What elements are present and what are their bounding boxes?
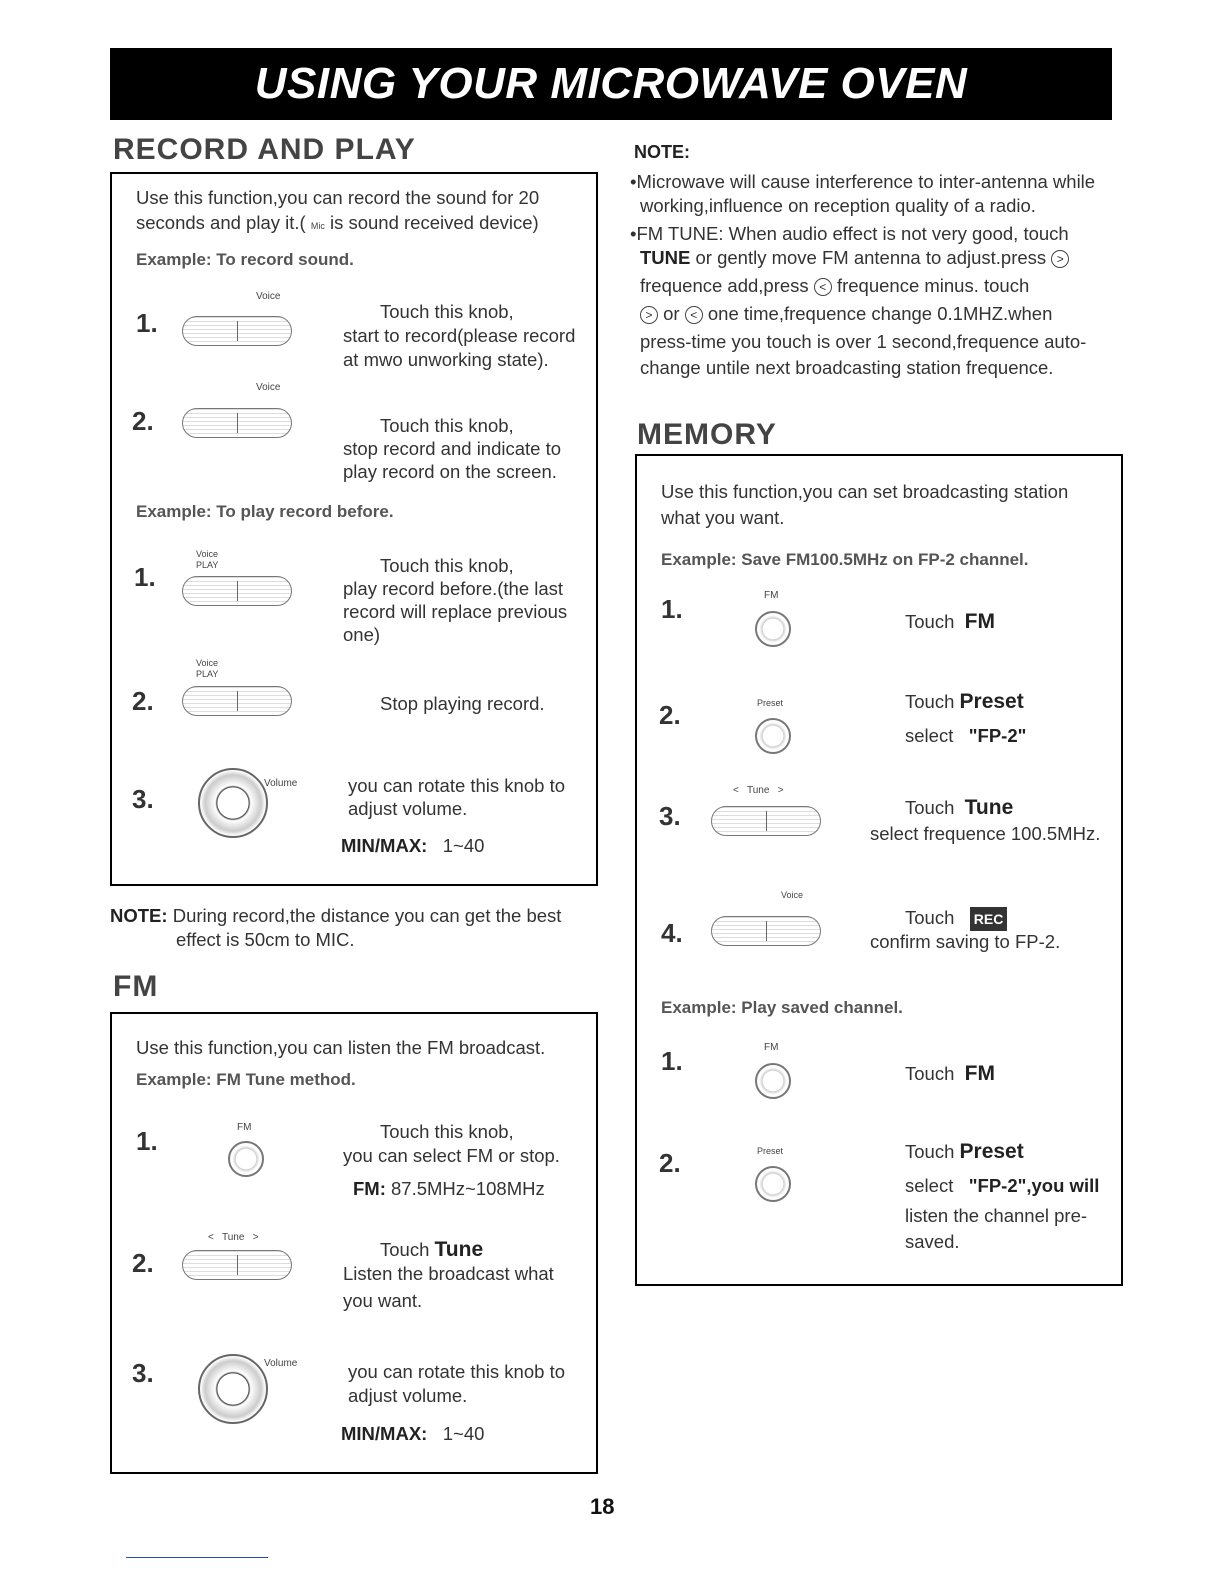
record-play-box: [110, 172, 598, 886]
record-step2-number: 2.: [132, 406, 154, 436]
play-step1-line1: Touch this knob,: [380, 555, 514, 576]
select-text: select: [905, 1175, 954, 1196]
mic-icon: Mic: [310, 221, 325, 231]
memory-intro-line2: what you want.: [661, 507, 785, 528]
fm-step3-number: 3.: [132, 1358, 154, 1388]
fm-step2-line3: you want.: [343, 1290, 423, 1311]
voice-knob-icon: [182, 408, 292, 438]
fm-step3-minmax: [341, 1422, 484, 1446]
fm-step3-line2: adjust volume.: [348, 1385, 468, 1406]
memory-play-step2-line2: [905, 1174, 1099, 1198]
voice-label: Voice: [256, 382, 281, 393]
fm-step2-line2: Listen the broadcast what: [343, 1263, 554, 1284]
record-intro-line2: [136, 211, 539, 238]
memory-step2-line1: [905, 690, 1024, 714]
preset-label: Preset: [757, 1146, 784, 1156]
play-step1-line4: one): [343, 624, 381, 645]
fm-title: FM: [113, 970, 159, 1003]
page-number: 18: [590, 1494, 615, 1519]
memory-step4-line2: confirm saving to FP-2.: [870, 931, 1061, 952]
memory-title: MEMORY: [637, 418, 777, 451]
voice-label: Voice: [256, 291, 281, 302]
left-arrow-icon: <: [685, 306, 703, 324]
tune-key: Tune: [434, 1238, 484, 1261]
touch-text: Touch: [905, 1141, 955, 1162]
memory-play-step2-line4: saved.: [905, 1231, 960, 1252]
memory-play-step1-line1: [905, 1062, 995, 1086]
record-intro-line1: Use this function,you can record the sound for 20: [136, 187, 540, 208]
fm-knob-icon: [755, 1063, 791, 1099]
fm-knob-icon: [755, 611, 791, 647]
memory-play-step2-line3: listen the channel pre-: [905, 1205, 1088, 1226]
play-example-heading: Example: To play record before.: [136, 502, 394, 521]
play-step1-line2: play record before.(the last: [343, 578, 564, 599]
record-step1-line1: Touch this knob,: [380, 301, 514, 322]
note-label: NOTE:: [110, 905, 168, 926]
memory-example2-heading: Example: Play saved channel.: [661, 998, 903, 1017]
record-note-line1: During record,the distance you can get the best: [172, 905, 562, 926]
volume-knob-icon: [198, 1354, 268, 1424]
touch-text: Touch: [905, 907, 955, 928]
memory-step3-line2: select frequence 100.5MHz.: [870, 823, 1101, 844]
fm-step2-line1: [380, 1238, 483, 1262]
fm-note-b2-text: one time,frequence change 0.1MHZ.when: [707, 303, 1053, 324]
right-arrow-icon: >: [1051, 250, 1069, 268]
fm-range-value: 87.5MHz~108MHz: [391, 1178, 545, 1199]
play-knob-icon: [182, 576, 292, 606]
fm-step1-line1: Touch this knob,: [380, 1121, 514, 1142]
voice-knob-icon: [182, 316, 292, 346]
fm-knob-icon: [228, 1141, 264, 1177]
channel-value: "FP-2": [968, 725, 1027, 746]
play-label: PLAY: [196, 560, 219, 570]
fm-knob-label: FM: [764, 590, 779, 601]
fm-box: [110, 1012, 598, 1474]
memory-box: [635, 454, 1123, 1286]
fm-note-b2-text: or: [663, 303, 680, 324]
volume-label: Volume: [264, 1358, 298, 1369]
record-example-heading: Example: To record sound.: [136, 250, 354, 269]
fm-note-b2-text: frequence minus. touch: [836, 275, 1030, 296]
record-note: [110, 904, 561, 928]
fm-knob-label: FM: [237, 1122, 252, 1133]
fm-knob-label: FM: [764, 1042, 779, 1053]
touch-text: Touch: [905, 611, 955, 632]
memory-play-step2-line1: [905, 1140, 1024, 1164]
play-step3-line1: you can rotate this knob to: [348, 775, 565, 796]
voice-label: Voice: [781, 890, 804, 900]
fm-key: FM: [964, 1062, 995, 1085]
record-step2-line1: Touch this knob,: [380, 415, 514, 436]
fm-note-label: NOTE:: [634, 142, 690, 162]
volume-knob-icon: [198, 768, 268, 838]
voice-label: Voice: [196, 549, 219, 559]
record-note-line2: effect is 50cm to MIC.: [176, 929, 355, 950]
touch-text: Touch: [905, 1063, 955, 1084]
memory-play-step2-number: 2.: [659, 1148, 681, 1178]
record-play-title: RECORD AND PLAY: [113, 133, 416, 166]
fm-note-b2-text: or gently move FM antenna to adjust.press: [695, 247, 1047, 268]
preset-key: Preset: [959, 1140, 1024, 1163]
fm-step1-number: 1.: [136, 1126, 158, 1156]
rec-key-icon: REC: [970, 907, 1008, 931]
memory-step4-line1: [905, 906, 1007, 931]
fm-note-b1-line2: working,influence on reception quality of a radio.: [640, 195, 1036, 216]
play-step1-number: 1.: [134, 562, 156, 592]
touch-text: Touch: [380, 1239, 430, 1260]
play-step2-line1: Stop playing record.: [380, 693, 545, 714]
footer-rule: [126, 1557, 268, 1558]
tune-key: Tune: [964, 796, 1014, 819]
fm-note-b2-line5: press-time you touch is over 1 second,frequence auto-: [640, 331, 1087, 352]
fm-note-b2-text: frequence add,press: [640, 275, 809, 296]
memory-step4-number: 4.: [661, 918, 683, 948]
memory-step2-number: 2.: [659, 700, 681, 730]
memory-step3-number: 3.: [659, 801, 681, 831]
fm-step1-range: [353, 1177, 545, 1201]
memory-step3-line1: [905, 796, 1013, 820]
voice-knob-icon: [711, 916, 821, 946]
play-knob-icon: [182, 686, 292, 716]
preset-knob-icon: [755, 1166, 791, 1202]
tune-knob-icon: [182, 1250, 292, 1280]
minmax-value: 1~40: [442, 835, 485, 856]
voice-label: Voice: [196, 658, 219, 668]
play-step3-line2: adjust volume.: [348, 798, 468, 819]
fm-note-b1-line1: •Microwave will cause interference to inter-antenna while: [630, 171, 1096, 192]
memory-step2-line2: [905, 724, 1026, 748]
memory-step1-number: 1.: [661, 594, 683, 624]
preset-label: Preset: [757, 698, 784, 708]
fm-note-b2-line6: change untile next broadcasting station frequence.: [640, 357, 1054, 378]
memory-step1-line1: [905, 610, 995, 634]
left-arrow-icon: <: [814, 278, 832, 296]
fm-intro: Use this function,you can listen the FM broadcast.: [136, 1037, 546, 1058]
minmax-value: 1~40: [442, 1423, 485, 1444]
tune-key: TUNE: [640, 247, 691, 268]
play-step1-line3: record will replace previous: [343, 601, 568, 622]
volume-label: Volume: [264, 778, 298, 789]
play-step2-number: 2.: [132, 686, 154, 716]
fm-note-b2-line4: [640, 302, 1052, 326]
record-step2-line2: stop record and indicate to: [343, 438, 562, 459]
tune-label: < Tune >: [208, 1232, 259, 1243]
play-step3-minmax: [341, 834, 484, 858]
fm-note-b2-line3: [640, 274, 1029, 298]
fm-step1-line2: you can select FM or stop.: [343, 1145, 560, 1166]
fm-example-heading: Example: FM Tune method.: [136, 1070, 356, 1089]
page-banner: USING YOUR MICROWAVE OVEN: [110, 48, 1112, 120]
record-intro-text-b: is sound received device): [329, 212, 539, 233]
play-step3-number: 3.: [132, 784, 154, 814]
memory-intro-line1: Use this function,you can set broadcasting station: [661, 481, 1069, 502]
record-step2-line3: play record on the screen.: [343, 461, 557, 482]
fm-note-b2-line2: [640, 246, 1069, 270]
touch-text: Touch: [905, 691, 955, 712]
minmax-label: MIN/MAX:: [341, 835, 428, 856]
fm-key: FM: [964, 610, 995, 633]
right-arrow-icon: >: [640, 306, 658, 324]
record-step1-line2: start to record(please record: [343, 325, 576, 346]
preset-knob-icon: [755, 718, 791, 754]
record-intro-text-a: seconds and play it.(: [136, 212, 306, 233]
record-step1-number: 1.: [136, 308, 158, 338]
tune-label: < Tune >: [733, 785, 784, 796]
minmax-label: MIN/MAX:: [341, 1423, 428, 1444]
tune-knob-icon: [711, 806, 821, 836]
select-text: select: [905, 725, 954, 746]
record-step1-line3: at mwo unworking state).: [343, 349, 549, 370]
fm-step2-number: 2.: [132, 1248, 154, 1278]
fm-range-label: FM:: [353, 1178, 386, 1199]
fm-step3-line1: you can rotate this knob to: [348, 1361, 565, 1382]
play-label: PLAY: [196, 669, 219, 679]
touch-text: Touch: [905, 797, 955, 818]
memory-play-step1-number: 1.: [661, 1046, 683, 1076]
fm-note-b2-line1: •FM TUNE: When audio effect is not very good, touch: [630, 223, 1069, 244]
channel-value: "FP-2",you will: [968, 1175, 1100, 1196]
preset-key: Preset: [959, 690, 1024, 713]
memory-example1-heading: Example: Save FM100.5MHz on FP-2 channel.: [661, 550, 1029, 569]
